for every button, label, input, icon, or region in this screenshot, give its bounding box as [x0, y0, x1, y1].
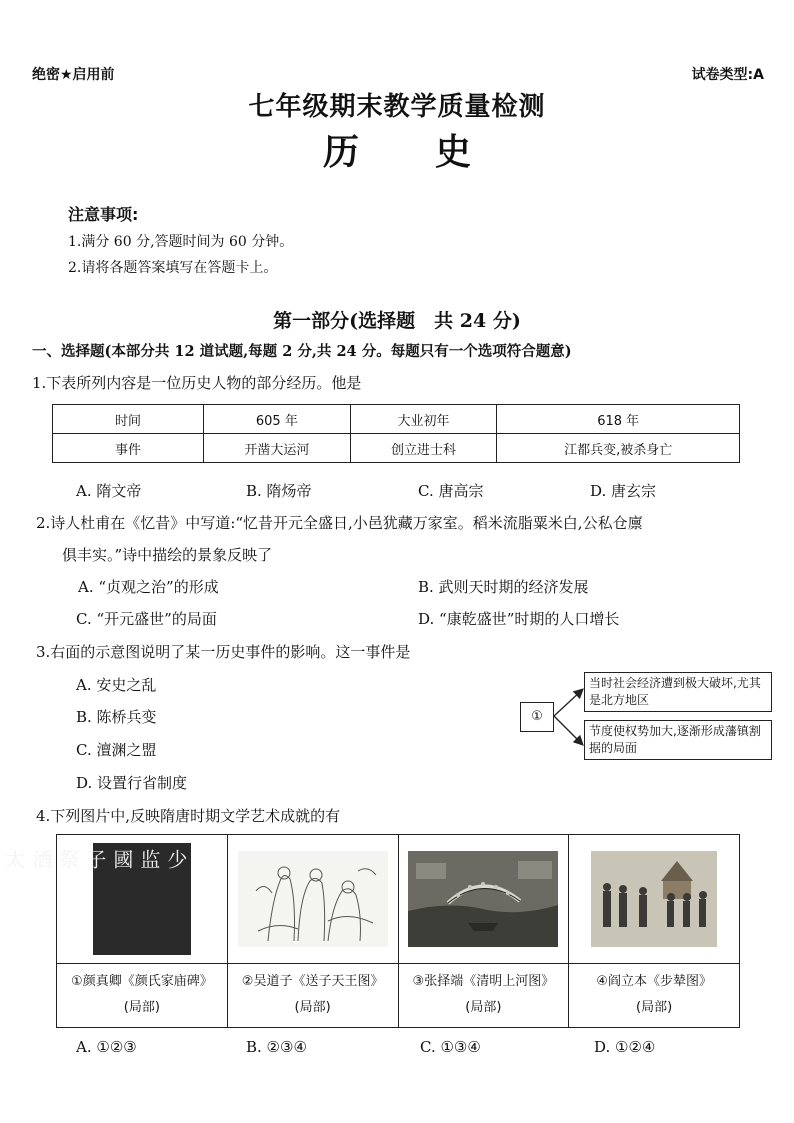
picture-subcaption: (局部)	[465, 1000, 502, 1015]
picture-caption: ①颜真卿《颜氏家庙碑》	[71, 974, 213, 989]
picture-caption: ③张择端《清明上河图》	[412, 974, 555, 989]
diagram-effect-2: 节度使权势加大,逐渐形成藩镇割据的局面	[584, 720, 772, 760]
exam-title: 七年级期末教学质量检测	[248, 92, 546, 122]
section-title: 一、选择题(本部分共 12 道试题,每题 2 分,共 24 分。每题只有一个选项符合题意)	[32, 343, 572, 360]
picture-panel	[399, 835, 570, 1027]
picture-panel	[569, 835, 739, 1027]
table-cell: 江都兵变,被杀身亡	[497, 434, 740, 463]
question-4-option-b[interactable]: B. ②③④	[246, 1038, 307, 1056]
table-cell: 时间	[53, 405, 204, 434]
diagram-effect-1: 当时社会经济遭到极大破坏,尤其是北方地区	[584, 672, 772, 712]
part-title: 第一部分(选择题 共 24 分)	[273, 310, 521, 332]
table-cell: 大业初年	[350, 405, 497, 434]
question-1-option-b[interactable]: B. 隋炀帝	[246, 482, 312, 500]
table-cell: 618 年	[497, 405, 740, 434]
table-cell: 605 年	[204, 405, 351, 434]
calligraphy-stele-image: 少监國子祭酒太	[93, 843, 191, 955]
arrow-up	[554, 690, 582, 716]
notice-item: 1.满分 60 分,答题时间为 60 分钟。	[68, 234, 294, 250]
question-2-option-b[interactable]: B. 武则天时期的经济发展	[418, 578, 589, 596]
diagram-event-node: ①	[520, 702, 554, 732]
river-scene-painting-image	[408, 851, 558, 947]
question-4-option-d[interactable]: D. ①②④	[594, 1038, 656, 1056]
question-1-table	[52, 404, 740, 463]
question-1-stem: 1.下表所列内容是一位历史人物的部分经历。他是	[32, 374, 362, 392]
question-3-option-c[interactable]: C. 澶渊之盟	[76, 741, 157, 759]
arrow-down	[554, 716, 582, 744]
figure-painting-image	[238, 851, 388, 947]
picture-panel	[1, 835, 228, 1027]
picture-panel	[228, 835, 399, 1027]
question-3-option-b[interactable]: B. 陈桥兵变	[76, 708, 157, 726]
question-4-pictures	[1, 834, 740, 1028]
question-1-option-a[interactable]: A. 隋文帝	[76, 482, 142, 500]
paper-type-label: 试卷类型:A	[691, 67, 764, 83]
table-cell: 开凿大运河	[204, 434, 351, 463]
picture-caption: ②吴道子《送子天王图》	[241, 974, 384, 989]
question-4-stem: 4.下列图片中,反映隋唐时期文学艺术成就的有	[36, 807, 341, 825]
notice-title: 注意事项:	[68, 205, 139, 224]
subject-title: 历史	[322, 131, 547, 173]
question-4-option-c[interactable]: C. ①③④	[420, 1038, 481, 1056]
procession-painting-image	[591, 851, 717, 947]
notice-item: 2.请将各题答案填写在答题卡上。	[68, 260, 278, 276]
question-3-option-a[interactable]: A. 安史之乱	[76, 676, 157, 694]
question-2-option-a[interactable]: A. “贞观之治”的形成	[78, 578, 219, 596]
picture-caption: ④阎立本《步辇图》	[596, 974, 712, 989]
table-cell: 创立进士科	[350, 434, 497, 463]
question-2-option-d[interactable]: D. “康乾盛世”时期的人口增长	[418, 610, 620, 628]
question-3-option-d[interactable]: D. 设置行省制度	[76, 774, 188, 792]
question-2-option-c[interactable]: C. “开元盛世”的局面	[76, 610, 217, 628]
confidential-label: 绝密★启用前	[32, 67, 115, 83]
diagram-arrows	[552, 680, 586, 760]
picture-subcaption: (局部)	[636, 1000, 673, 1015]
table-row	[53, 434, 740, 463]
table-cell: 事件	[53, 434, 204, 463]
picture-subcaption: (局部)	[123, 1000, 160, 1015]
question-4-option-a[interactable]: A. ①②③	[76, 1038, 137, 1056]
question-1-option-c[interactable]: C. 唐高宗	[418, 482, 484, 500]
question-3-stem: 3.右面的示意图说明了某一历史事件的影响。这一事件是	[36, 643, 411, 661]
question-2-stem-line1: 2.诗人杜甫在《忆昔》中写道:“忆昔开元全盛日,小邑犹藏万家室。稻米流脂粟米白,公私仓廪	[36, 514, 643, 532]
picture-subcaption: (局部)	[294, 1000, 331, 1015]
question-2-stem-line2: 俱丰实。”诗中描绘的景象反映了	[62, 546, 273, 564]
table-row	[53, 405, 740, 434]
question-1-option-d[interactable]: D. 唐玄宗	[590, 482, 657, 500]
